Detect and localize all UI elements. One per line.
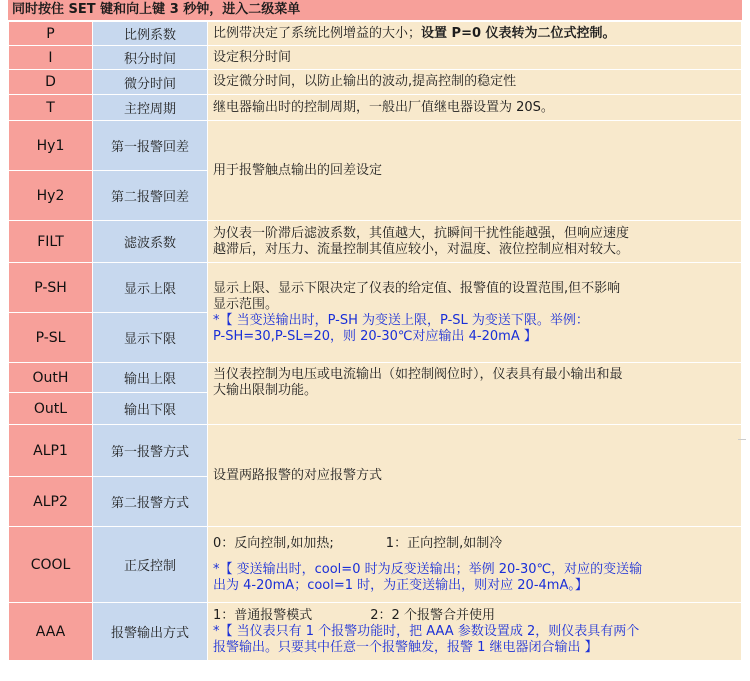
- param-name: 比例系数: [93, 22, 208, 46]
- param-code: OutH: [9, 363, 93, 393]
- table-row: [9, 363, 742, 393]
- note-line: *【 变送输出时，cool=0 时为反变送输出；举例 20-30℃，对应的变送输: [213, 561, 643, 577]
- param-description: [208, 603, 742, 661]
- param-name: 输出下限: [93, 393, 208, 425]
- param-name: 微分时间: [93, 70, 208, 95]
- option-text: 2：2 个报警合并使用: [370, 607, 495, 623]
- param-code: Hy1: [9, 121, 93, 171]
- param-code: COOL: [9, 527, 93, 603]
- param-code: P-SH: [9, 263, 93, 313]
- table-row: [9, 263, 742, 313]
- menu-banner: 同时按住 SET 键和向上键 3 秒钟，进入二级菜单: [8, 0, 742, 21]
- param-description: [208, 22, 742, 46]
- param-description: 设定积分时间: [208, 46, 742, 70]
- param-name: 滤波系数: [93, 221, 208, 263]
- param-name: 第二报警回差: [93, 171, 208, 221]
- table-row: [9, 46, 742, 70]
- table-row: [9, 121, 742, 171]
- param-code: D: [9, 70, 93, 95]
- param-code: P-SL: [9, 313, 93, 363]
- param-name: 主控周期: [93, 95, 208, 121]
- param-description: 继电器输出时的控制周期，一般出厂值继电器设置为 20S。: [208, 95, 742, 121]
- table-row: [9, 221, 742, 263]
- param-description: [208, 221, 742, 263]
- table-row: [9, 527, 742, 603]
- desc-line: 越滞后，对压力、流量控制其值应较小，对温度、液位控制应相对较大。: [213, 241, 630, 257]
- table-row: [9, 425, 742, 477]
- desc-text: 比例带决定了系统比例增益的大小；: [213, 25, 422, 41]
- param-description: 设定微分时间，以防止输出的波动,提高控制的稳定性: [208, 70, 742, 95]
- param-name: 输出上限: [93, 363, 208, 393]
- param-description: [208, 363, 742, 425]
- parameter-sheet: [8, 0, 742, 661]
- table-row: [9, 70, 742, 95]
- param-code: P: [9, 22, 93, 46]
- param-description: 用于报警触点输出的回差设定: [208, 121, 742, 221]
- note-line: P-SH=30,P-SL=20，则 20-30℃对应输出 4-20mA 】: [213, 328, 537, 344]
- param-name: 正反控制: [93, 527, 208, 603]
- param-name: 第一报警方式: [93, 425, 208, 477]
- param-code: ALP2: [9, 477, 93, 527]
- param-name: 积分时间: [93, 46, 208, 70]
- desc-line: 显示上限、显示下限决定了仪表的给定值、报警值的设置范围,但不影响: [213, 280, 621, 296]
- desc-line: 当仪表控制为电压或电流输出（如控制阀位时），仪表具有最小输出和最: [213, 367, 623, 382]
- param-code: FILT: [9, 221, 93, 263]
- param-code: AAA: [9, 603, 93, 661]
- option-text: 1：普通报警模式: [213, 607, 313, 623]
- param-name: 第二报警方式: [93, 477, 208, 527]
- note-line: 出为 4-20mA；cool=1 时，为正变送输出，则对应 20-4mA。】: [213, 577, 588, 593]
- param-code: I: [9, 46, 93, 70]
- desc-line: 显示范围。: [213, 296, 279, 312]
- param-description: [208, 263, 742, 363]
- table-row: [9, 603, 742, 661]
- param-code: Hy2: [9, 171, 93, 221]
- param-name: 显示上限: [93, 263, 208, 313]
- param-code: T: [9, 95, 93, 121]
- param-code: OutL: [9, 393, 93, 425]
- edge-mark: [738, 439, 746, 440]
- param-name: 显示下限: [93, 313, 208, 363]
- table-row: [9, 22, 742, 46]
- param-description: 设置两路报警的对应报警方式: [208, 425, 742, 527]
- option-line: [213, 608, 736, 624]
- parameter-table: [8, 21, 742, 661]
- param-name: 第一报警回差: [93, 121, 208, 171]
- table-row: [9, 95, 742, 121]
- option-line: [213, 536, 736, 552]
- param-code: ALP1: [9, 425, 93, 477]
- desc-line: 为仪表一阶滞后滤波系数，其值越大，抗瞬间干扰性能越强，但响应速度: [213, 225, 630, 241]
- desc-line: 大输出限制功能。: [213, 383, 318, 398]
- note-line: *【 当变送输出时，P-SH 为变送上限，P-SL 为变送下限。举例：: [213, 312, 589, 328]
- option-text: 0：反向控制,如加热;: [213, 535, 334, 551]
- desc-bold-text: 设置 P=0 仪表转为二位式控制。: [421, 25, 616, 41]
- option-text: 1：正向控制,如制冷: [385, 535, 503, 551]
- note-line: *【 当仪表只有 1 个报警功能时，把 AAA 参数设置成 2，则仪表具有两个: [213, 623, 640, 639]
- param-description: [208, 527, 742, 603]
- note-line: 报警输出。只要其中任意一个报警触发，报警 1 继电器闭合输出 】: [213, 639, 598, 655]
- param-name: 报警输出方式: [93, 603, 208, 661]
